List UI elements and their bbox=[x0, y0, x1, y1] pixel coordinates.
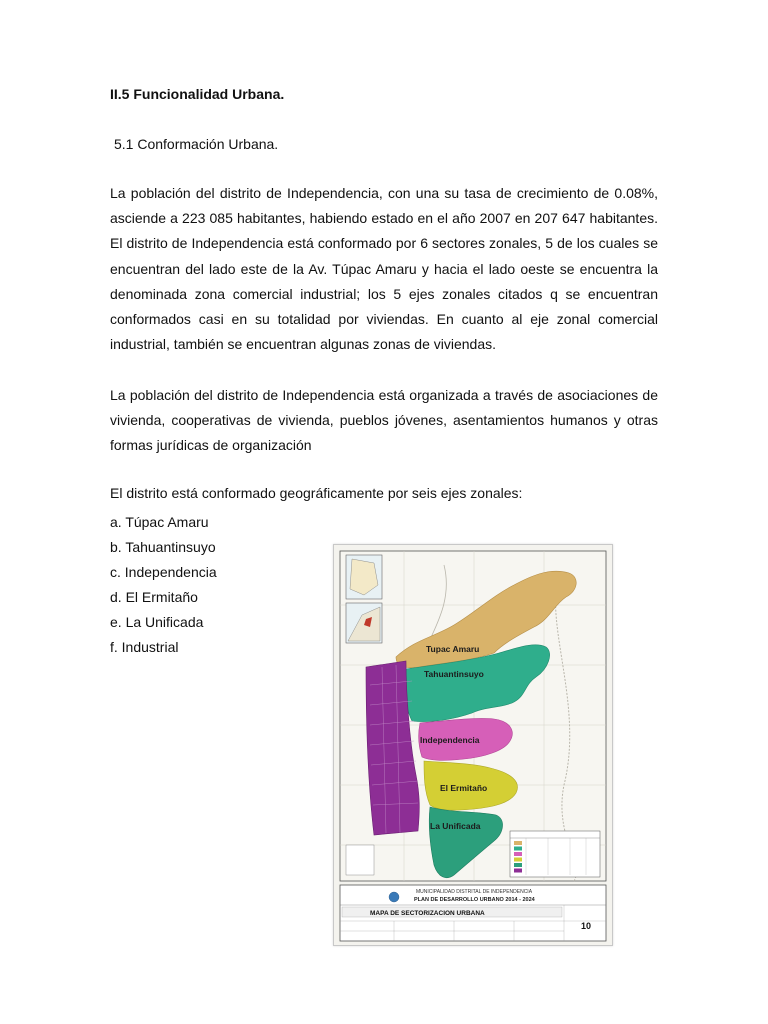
list-item: c. Independencia bbox=[110, 564, 217, 580]
zone-label-el-ermitano: El Ermitaño bbox=[440, 783, 488, 793]
map-plan-title: PLAN DE DESARROLLO URBANO 2014 - 2024 bbox=[414, 897, 535, 903]
map-main-title: MAPA DE SECTORIZACION URBANA bbox=[370, 910, 485, 917]
zone-label-tupac-amaru: Tupac Amaru bbox=[426, 644, 480, 654]
sectorization-map bbox=[333, 544, 613, 946]
zone-label-la-unificada: La Unificada bbox=[430, 821, 481, 831]
paragraph-organization: La población del distrito de Independencia está organizada a través de asociaciones de vivienda, cooperativas de vivienda, pueblos jóvenes, asentamientos humanos y otras formas jurídicas de organización bbox=[110, 387, 658, 454]
subsection-heading: 5.1 Conformación Urbana. bbox=[114, 136, 279, 152]
paragraph-population: La población del distrito de Independencia, con una su tasa de crecimiento de 0.08%, asciende a 223 085 habitantes, habiendo estado en el año 2007 en 207 647 habitantes. El distrito de Independencia está conformado por 6 sectores zonales, 5 de los cuales se encuentran del lado este de la Av. Túpac Amaru y hacia el lado oeste se encuentra la denominada zona comercial industrial; los 5 ejes zonales citados q se encuentran conformados casi en su totalidad por viviendas. En cuanto al eje zonal comercial industrial, también se encuentran algunas zonas de viviendas. bbox=[110, 185, 658, 353]
map-sheet-number: 10 bbox=[580, 921, 592, 931]
list-item: a. Túpac Amaru bbox=[110, 514, 209, 530]
zone-label-independencia: Independencia bbox=[420, 735, 480, 745]
list-intro: El distrito está conformado geográficamente por seis ejes zonales: bbox=[110, 485, 523, 501]
zone-label-tahuantinsuyo: Tahuantinsuyo bbox=[424, 669, 484, 679]
map-title-block bbox=[340, 885, 606, 941]
map-legend-left bbox=[346, 845, 374, 875]
map-institution: MUNICIPALIDAD DISTRITAL DE INDEPENDENCIA bbox=[416, 889, 533, 895]
list-item: b. Tahuantinsuyo bbox=[110, 539, 216, 555]
section-heading: II.5 Funcionalidad Urbana. bbox=[110, 86, 285, 102]
zonal-axes-list bbox=[110, 510, 217, 660]
list-item: e. La Unificada bbox=[110, 614, 204, 630]
list-item: f. Industrial bbox=[110, 639, 179, 655]
map-legend-table bbox=[510, 831, 600, 877]
list-item: d. El Ermitaño bbox=[110, 589, 198, 605]
